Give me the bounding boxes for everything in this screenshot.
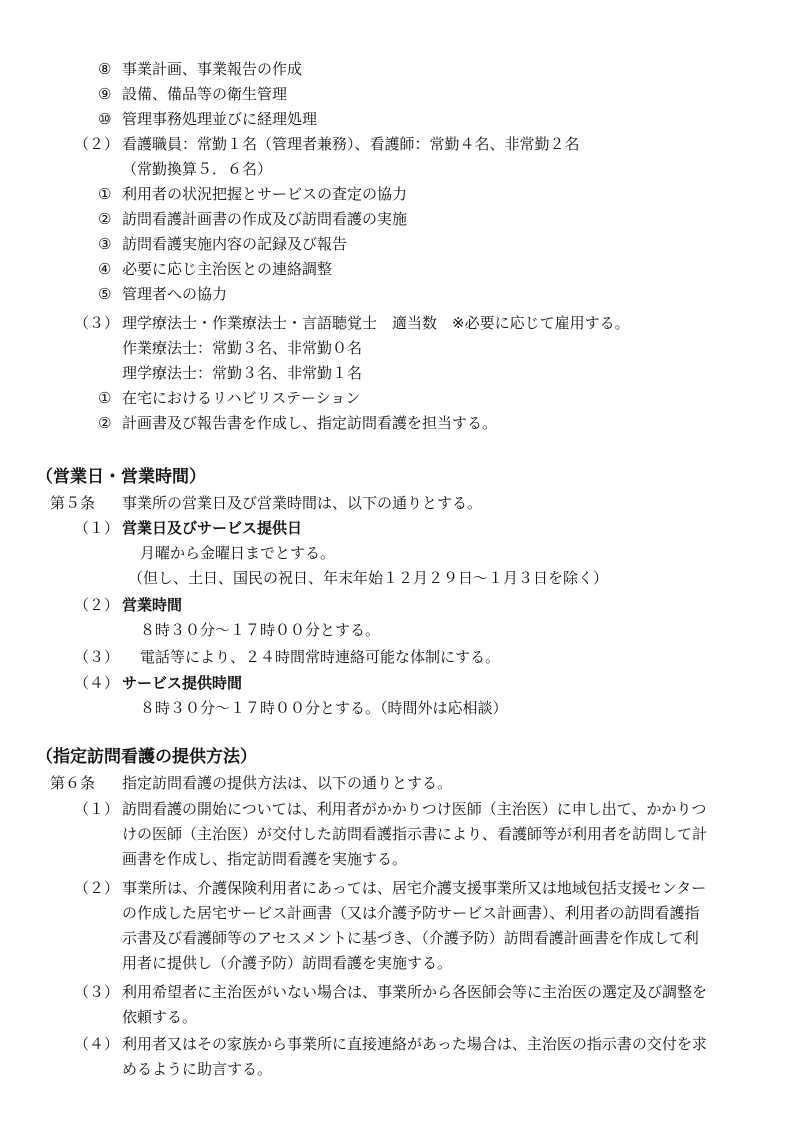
list-marker: ⑨ [98,85,112,103]
clause-text: 月曜から金曜日までとする。 [140,544,336,562]
clause-marker: （２） [74,596,120,614]
list-item: 設備、備品等の衛生管理 [122,85,288,103]
clause-marker: （１） [74,519,120,537]
list-item: 訪問看護計画書の作成及び訪問看護の実施 [122,210,408,228]
article-intro: 指定訪問看護の提供方法は、以下の通りとする。 [122,774,453,792]
clause-marker: （３） [74,983,120,1001]
article-intro: 事業所の営業日及び営業時間は、以下の通りとする。 [122,494,483,512]
list-item: 在宅におけるリハビリステーション [122,389,361,407]
clause-text: 看護職員：常勤１名（管理者兼務）、看護師：常勤４名、非常勤２名 [122,135,580,153]
list-item: 計画書及び報告書を作成し、指定訪問看護を担当する。 [122,414,498,432]
clause-text: 電話等により、２４時間常時連絡可能な体制にする。 [140,648,501,666]
article-label: 第６条 [50,774,96,792]
clause-title: 営業日及びサービス提供日 [122,519,303,537]
list-marker: ③ [98,235,112,253]
clause-text: ８時３０分～１７時００分とする。（時間外は応相談） [140,699,508,717]
list-item: 利用者の状況把握とサービスの査定の協力 [122,185,408,203]
clause-note: 理学療法士：常勤３名、非常勤１名 [122,364,363,382]
clause-text: 画書を作成し、指定訪問看護を実施する。 [122,850,408,868]
clause-text: （但し、土日、国民の祝日、年末年始１２月２９日～１月３日を除く） [128,569,609,587]
clause-text: 依頼する。 [122,1008,198,1026]
list-item: 管理事務処理並びに経理処理 [122,110,318,128]
list-marker: ⑧ [98,60,112,78]
clause-text: 事業所は、介護保険利用者にあっては、居宅介護支援事業所又は地域包括支援センター [122,879,707,897]
clause-text: 用者に提供し（介護予防）訪問看護を実施する。 [122,954,453,972]
clause-text: ８時３０分～１７時００分とする。 [140,621,381,639]
list-marker: ① [98,389,112,407]
article-label: 第５条 [50,494,96,512]
list-item: 訪問看護実施内容の記録及び報告 [122,235,348,253]
clause-marker: （３） [74,648,120,666]
clause-marker: （２） [74,879,120,897]
clause-note: 作業療法士：常勤３名、非常勤０名 [122,339,363,357]
clause-text: けの医師（主治医）が交付した訪問看護指示書により、看護師等が利用者を訪問して計 [122,825,708,843]
list-item: 必要に応じ主治医との連絡調整 [122,260,333,278]
clause-text: めるように助言する。 [122,1060,273,1078]
list-marker: ⑩ [98,110,112,128]
clause-marker: （４） [74,674,120,692]
clause-text: 示書及び看護師等のアセスメントに基づき、（介護予防）訪問看護計画書を作成して利 [122,929,699,947]
list-marker: ① [98,185,112,203]
clause-marker: （４） [74,1035,120,1053]
list-marker: ④ [98,260,112,278]
clause-title: 営業時間 [122,596,183,614]
list-marker: ② [98,210,112,228]
clause-text: 利用希望者に主治医がいない場合は、事業所から各医師会等に主治医の選定及び調整を [122,983,708,1001]
clause-marker: （１） [74,800,120,818]
list-marker: ② [98,414,112,432]
clause-text: の作成した居宅サービス計画書（又は介護予防サービス計画書）、利用者の訪問看護指 [122,904,700,922]
clause-text: 訪問看護の開始については、利用者がかかりつけ医師（主治医）に申し出て、かかりつ [122,800,707,818]
clause-marker: （２） [74,135,120,153]
clause-marker: （３） [74,314,120,332]
clause-text: 利用者又はその家族から事業所に直接連絡があった場合は、主治医の指示書の交付を求 [122,1035,707,1053]
clause-note: （常勤換算５．６名） [122,160,273,178]
section-heading: （指定訪問看護の提供方法） [36,747,257,767]
list-item: 管理者への協力 [122,285,228,303]
section-heading: （営業日・営業時間） [36,467,206,487]
list-item: 事業計画、事業報告の作成 [122,60,303,78]
clause-text: 理学療法士・作業療法士・言語聴覚士 適当数 ※必要に応じて雇用する。 [122,314,630,332]
list-marker: ⑤ [98,285,112,303]
clause-title: サービス提供時間 [122,674,243,692]
